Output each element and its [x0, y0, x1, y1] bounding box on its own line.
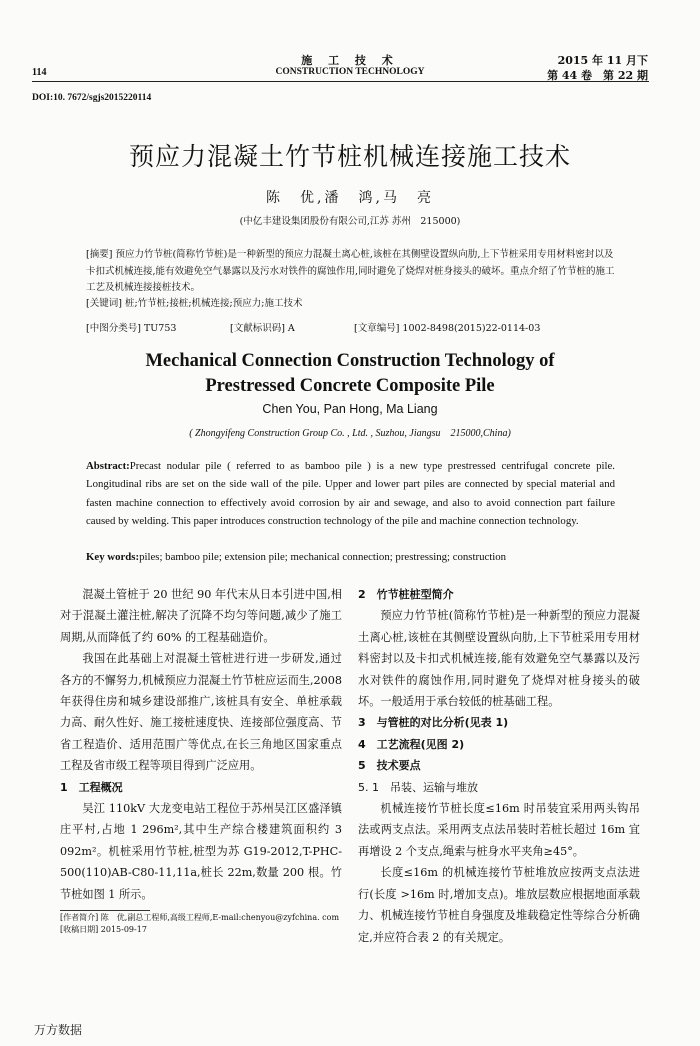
subsection-heading: 5. 1 吊装、运输与堆放: [358, 780, 478, 794]
abstract-en-label: Abstract:: [86, 460, 130, 472]
footnote-rule: [60, 910, 150, 911]
paragraph: 混凝土管桩于 20 世纪 90 年代末从日本引进中国,相对于混凝土灌注桩,解决了沉降不均匀等问题,减少了施工周期,从而降低了约 60% 的工程基础造价。: [60, 588, 342, 644]
author-intro: [作者简介] 陈 优,副总工程师,高级工程师,E-mail:chenyou@zyfchina. com: [60, 913, 340, 922]
footnote: [60, 912, 342, 935]
issue-volume: 第 44 卷 第 22 期: [547, 69, 648, 82]
doi: DOI:10. 7672/sgjs2015220114: [32, 93, 152, 103]
affiliation-en: ( Zhongyifeng Construction Group Co. , Ltd. , Suzhou, Jiangsu 215000,China): [189, 428, 511, 439]
keywords-cn-text: 桩;竹节桩;接桩;机械连接;预应力;施工技术: [124, 298, 303, 309]
keywords-en-label: Key words:: [86, 551, 140, 563]
body-right-column: [358, 584, 640, 948]
paragraph: 预应力竹节桩(简称竹节桩)是一种新型的预应力混凝土离心桩,该桩在其侧壁设置纵向肋,上下节桩采用专用材料密封以及卡扣式机械连接,能有效避免空气暴露以及污水对铁件的腐蚀作用,同时避免了烧焊对桩身接头的破坏。一般适用于承台较低的桩基础工程。: [358, 609, 640, 709]
paragraph: 我国在此基础上对混凝土管桩进行进一步研发,通过各方的不懈努力,机械预应力混凝土竹节桩应运而生,2008 年获得住房和城乡建设部推广,该桩具有安全、单桩承载力高、耐久性好、施工接桩速度快、连接部位强度高、节省工程造价、适用范围广等优点,在长三角地区国家重点工程及省市级工程等项目得到广泛应用。: [60, 652, 342, 773]
keywords-en-text: piles; bamboo pile; extension pile; mechanical connection; prestressing; construction: [139, 551, 507, 563]
body-left-column: [60, 584, 342, 905]
abstract-en-text: Precast nodular pile ( referred to as bamboo pile ) is a new type prestressed centrifugal concrete pile. Longitudinal ribs are set on the side wall of the pile. Upper and lower part piles are connected by special material and fasten machine connection to effectively avoid corrosion by air and sewage, and also to avoid connection part failure caused by welding. This paper introduces construction technology of the pile and machine connection technology.: [86, 460, 615, 528]
abstract-en: [86, 457, 615, 531]
keywords-cn-label: [关键词]: [86, 298, 122, 309]
affiliation-cn: (中亿丰建设集团股份有限公司,江苏 苏州 215000): [239, 216, 461, 227]
abstract-cn-text: 预应力竹节桩(简称竹节桩)是一种新型的预应力混凝土离心桩,该桩在其侧壁设置纵向肋,上下节桩采用专用材料密封以及卡扣式机械连接,能有效避免空气暴露以及污水对铁件的腐蚀作用,同时避免了烧焊对桩身接头的破坏。重点介绍了竹节桩的施工工艺及机械连接接桩技术。: [86, 249, 615, 293]
article-number: [文章编号] 1002-8498(2015)22-0114-03: [354, 323, 541, 334]
document-code: [文献标识码] A: [230, 323, 295, 334]
journal-title-en: CONSTRUCTION TECHNOLOGY: [275, 67, 425, 77]
title-en-line2: Prestressed Concrete Composite Pile: [205, 376, 495, 396]
abstract-cn-label: [摘要]: [86, 249, 113, 260]
keywords-cn: [86, 296, 616, 313]
keywords-en: [86, 551, 615, 563]
paragraph: 吴江 110kV 大龙变电站工程位于苏州吴江区盛泽镇庄平村,占地 1 296m²,其中生产综合楼建筑面积约 3 092m²。机桩采用竹节桩,桩型为苏 G19-2012,T-PHC-500(110)AB-C80-11,11a,桩长 22m,数量 200 根。竹节桩如图 1 所示。: [60, 802, 342, 901]
header-rule: [32, 81, 649, 82]
watermark: 万方数据: [34, 1023, 83, 1037]
title-cn: 预应力混凝土竹节桩机械连接施工技术: [128, 142, 571, 171]
paragraph: 机械连接竹节桩长度≤16m 时吊装宜采用两头钩吊法或两支点法。采用两支点法吊装时若桩长超过 16m 宜再增设 2 个支点,绳索与桩身水平夹角≥45°。: [358, 802, 640, 858]
section-heading: 2 竹节桩桩型简介: [358, 588, 454, 601]
section-heading: 1 工程概况: [60, 780, 123, 794]
title-en: [0, 349, 700, 399]
journal-title-cn: 施 工 技 术: [301, 54, 399, 67]
abstract-cn: [86, 247, 616, 297]
authors-en: Chen You, Pan Hong, Ma Liang: [262, 402, 438, 416]
section-heading: 4 工艺流程(见图 2): [358, 737, 465, 751]
page-number: 114: [32, 67, 47, 78]
authors-cn: 陈 优,潘 鸿,马 亮: [266, 190, 434, 206]
issue-date: 2015 年 11 月下: [557, 54, 648, 67]
received-date: [收稿日期] 2015-09-17: [60, 924, 147, 934]
section-heading: 3 与管桩的对比分析(见表 1): [358, 716, 509, 730]
paragraph: 长度≤16m 的机械连接竹节桩堆放应按两支点法进行(长度 >16m 时,增加支点)。堆放层数应根据地面承载力、机械连接竹节桩自身强度及堆载稳定性等综合分析确定,并应符合表 2 的有关规定。: [358, 866, 640, 944]
clc-number: [中图分类号] TU753: [86, 323, 177, 334]
section-heading: 5 技术要点: [358, 759, 421, 773]
title-en-line1: Mechanical Connection Construction Technology of: [145, 351, 555, 371]
